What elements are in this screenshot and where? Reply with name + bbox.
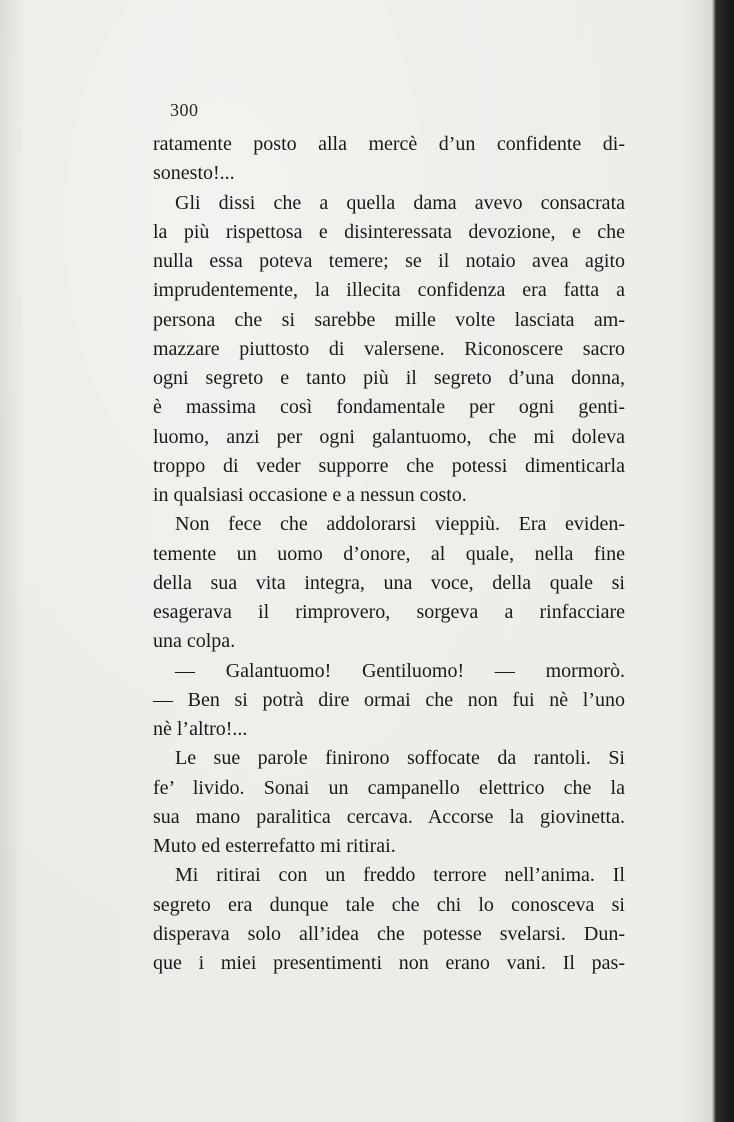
text-line: Muto ed esterrefatto mi ritirai.: [153, 835, 396, 857]
text-line: ratamente posto alla mercè d’un confidente di-: [153, 133, 625, 155]
text-line: disperava solo all’idea che potesse svelarsi. Dun-: [153, 922, 625, 945]
text-line: persona che si sarebbe mille volte lasciata am-: [153, 308, 625, 331]
text-line: — Galantuomo! Gentiluomo! — mormorò.: [175, 659, 625, 682]
text-line: della sua vita integra, una voce, della quale si: [153, 571, 625, 594]
text-line: una colpa.: [153, 630, 236, 653]
text-line: — Ben si potrà dire ormai che non fui nè l’uno: [153, 688, 625, 711]
text-line: nulla essa poteva temere; se il notaio avea agito: [153, 250, 625, 272]
text-line: Gli dissi che a quella dama avevo consacrata: [175, 191, 625, 214]
text-line: la più rispettosa e disinteressata devozione, e che: [153, 220, 625, 243]
body-text: [153, 130, 625, 978]
text-line: sua mano paralitica cercava. Accorse la giovinetta.: [153, 805, 625, 828]
text-line: Mi ritirai con un freddo terrore nell’anima. Il: [175, 864, 625, 887]
text-line: ogni segreto e tanto più il segreto d’una donna,: [153, 367, 625, 389]
text-line: in qualsiasi occasione e a nessun costo.: [153, 484, 467, 506]
text-line: troppo di veder supporre che potessi dimenticarla: [153, 454, 625, 477]
text-line: luomo, anzi per ogni galantuomo, che mi doleva: [153, 425, 625, 448]
text-line: segreto era dunque tale che chi lo conosceva si: [153, 893, 625, 916]
text-line: Le sue parole finirono soffocate da rantoli. Si: [175, 747, 625, 770]
text-line: Non fece che addolorarsi vieppiù. Era eviden-: [175, 513, 625, 536]
text-line: nè l’altro!...: [153, 718, 248, 740]
text-line: esagerava il rimprovero, sorgeva a rinfacciare: [153, 601, 625, 623]
text-line: sonesto!...: [153, 162, 235, 185]
page-number: 300: [170, 100, 199, 120]
text-line: mazzare piuttosto di valersene. Riconoscere sacro: [153, 337, 625, 360]
text-line: que i miei presentimenti non erano vani. Il pas-: [153, 952, 625, 974]
text-line: temente un uomo d’onore, al quale, nella fine: [153, 542, 625, 565]
text-line: fe’ livido. Sonai un campanello elettrico che la: [153, 776, 625, 799]
text-line: imprudentemente, la illecita confidenza era fatta a: [153, 279, 625, 302]
text-line: è massima così fondamentale per ogni genti-: [153, 396, 625, 419]
